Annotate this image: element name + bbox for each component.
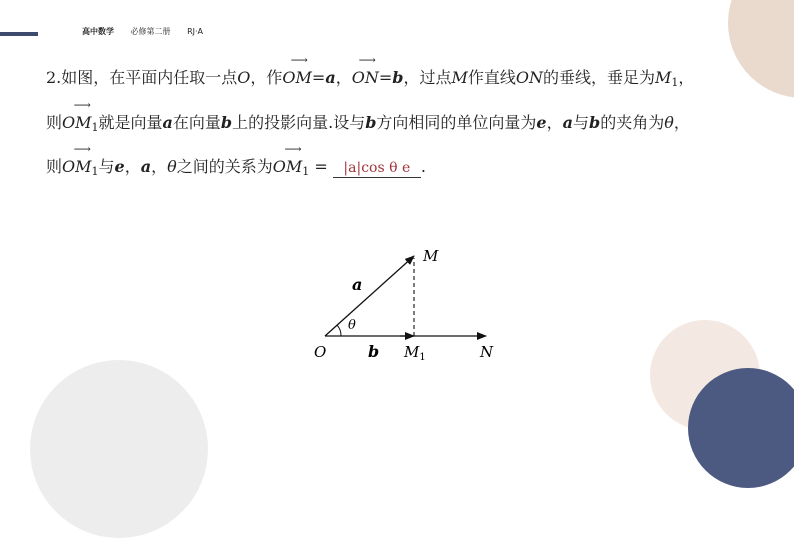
decor-circle-bottom-right-dark [688,368,794,488]
vector-arrow-icon: ⟶ [73,98,89,112]
vector-ON [351,53,379,88]
vector-OM1 [62,142,99,182]
vector-OM [282,53,312,88]
text: 就是向量 [98,113,163,132]
page-header [82,26,217,37]
vector-OM1-label: OM [62,113,92,132]
text: ， [546,113,563,132]
text: ， [151,157,168,176]
vector-OM-label: OM [282,68,312,87]
var-a: a [162,113,173,132]
decor-circle-top-right [728,0,794,98]
text: ，过点 [403,68,452,87]
subscript: 1 [302,165,310,178]
text: 的夹角为 [600,113,665,132]
text: ， [124,157,141,176]
subscript: 1 [91,165,99,178]
diagram-label-a: a [352,275,363,294]
diagram-label-M1 [403,343,426,363]
var-e: e [114,157,125,176]
diagram-label-M: M [423,247,439,265]
text: 的垂线，垂足为 [542,68,655,87]
diagram-label-N: N [480,343,494,361]
equals-sign: = [311,68,326,87]
var-a: a [325,68,336,87]
text: 之间的关系为 [176,157,273,176]
angle-arc [337,325,341,336]
problem-line-3 [46,142,426,182]
var-a: a [562,113,573,132]
text: 方向相同的单位向量为 [376,113,537,132]
vector-OM1 [62,98,99,138]
vector-arrow-icon: ⟶ [290,53,306,67]
var-b: b [365,113,377,132]
text: 上的投影向量.设与 [232,113,366,132]
text: ， [673,113,690,132]
line-ON: ON [515,68,543,87]
equals-sign: = [309,157,333,176]
problem-line-2 [46,98,690,138]
text: 与 [98,157,115,176]
problem-line-1 [46,53,695,93]
vector-arrow-icon: ⟶ [284,142,300,156]
vector-ON-label: ON [351,68,379,87]
header-accent-bar [0,32,38,36]
answer-blank: |a|cos θ e [333,159,421,178]
text: 在向量 [172,113,221,132]
text: 与 [572,113,589,132]
text: 2.如图，在平面内任取一点 [46,68,238,87]
header-edition: RJ·A [187,27,204,36]
text: 则 [46,157,63,176]
var-theta: θ [167,157,177,176]
vector-OM1 [272,142,310,182]
text: . [420,157,426,176]
diagram-label-theta: θ [348,318,356,333]
var-b: b [220,113,233,132]
var-b: b [589,113,601,132]
header-book: 必修第二册 [130,27,171,36]
point-O: O [237,68,251,87]
diagram-label-b: b [368,342,380,361]
text: ， [335,68,352,87]
point-M: M [451,68,468,87]
decor-circle-bottom-left [30,360,208,538]
vector-arrow-icon: ⟶ [358,53,374,67]
var-b: b [392,68,404,87]
vector-projection-diagram [300,240,520,370]
point-M1: M [655,68,672,87]
vector-arrow-icon: ⟶ [73,142,89,156]
var-theta: θ [664,113,674,132]
vector-OM1-label: OM [272,157,303,176]
header-subject: 高中数学 [82,27,114,36]
equals-sign: = [378,68,393,87]
text: ，作 [250,68,283,87]
diagram-label-M1-letter: M [404,343,420,361]
diagram-label-M1-subscript: 1 [419,352,426,363]
text: ， [678,68,695,87]
text: 作直线 [467,68,516,87]
subscript: 1 [671,76,679,89]
text: 则 [46,113,63,132]
subscript: 1 [91,121,99,134]
var-a: a [140,157,152,176]
vector-OM1-label: OM [62,157,92,176]
var-e: e [536,113,547,132]
diagram-label-O: O [314,343,327,361]
vector-a-arrow [325,256,414,336]
